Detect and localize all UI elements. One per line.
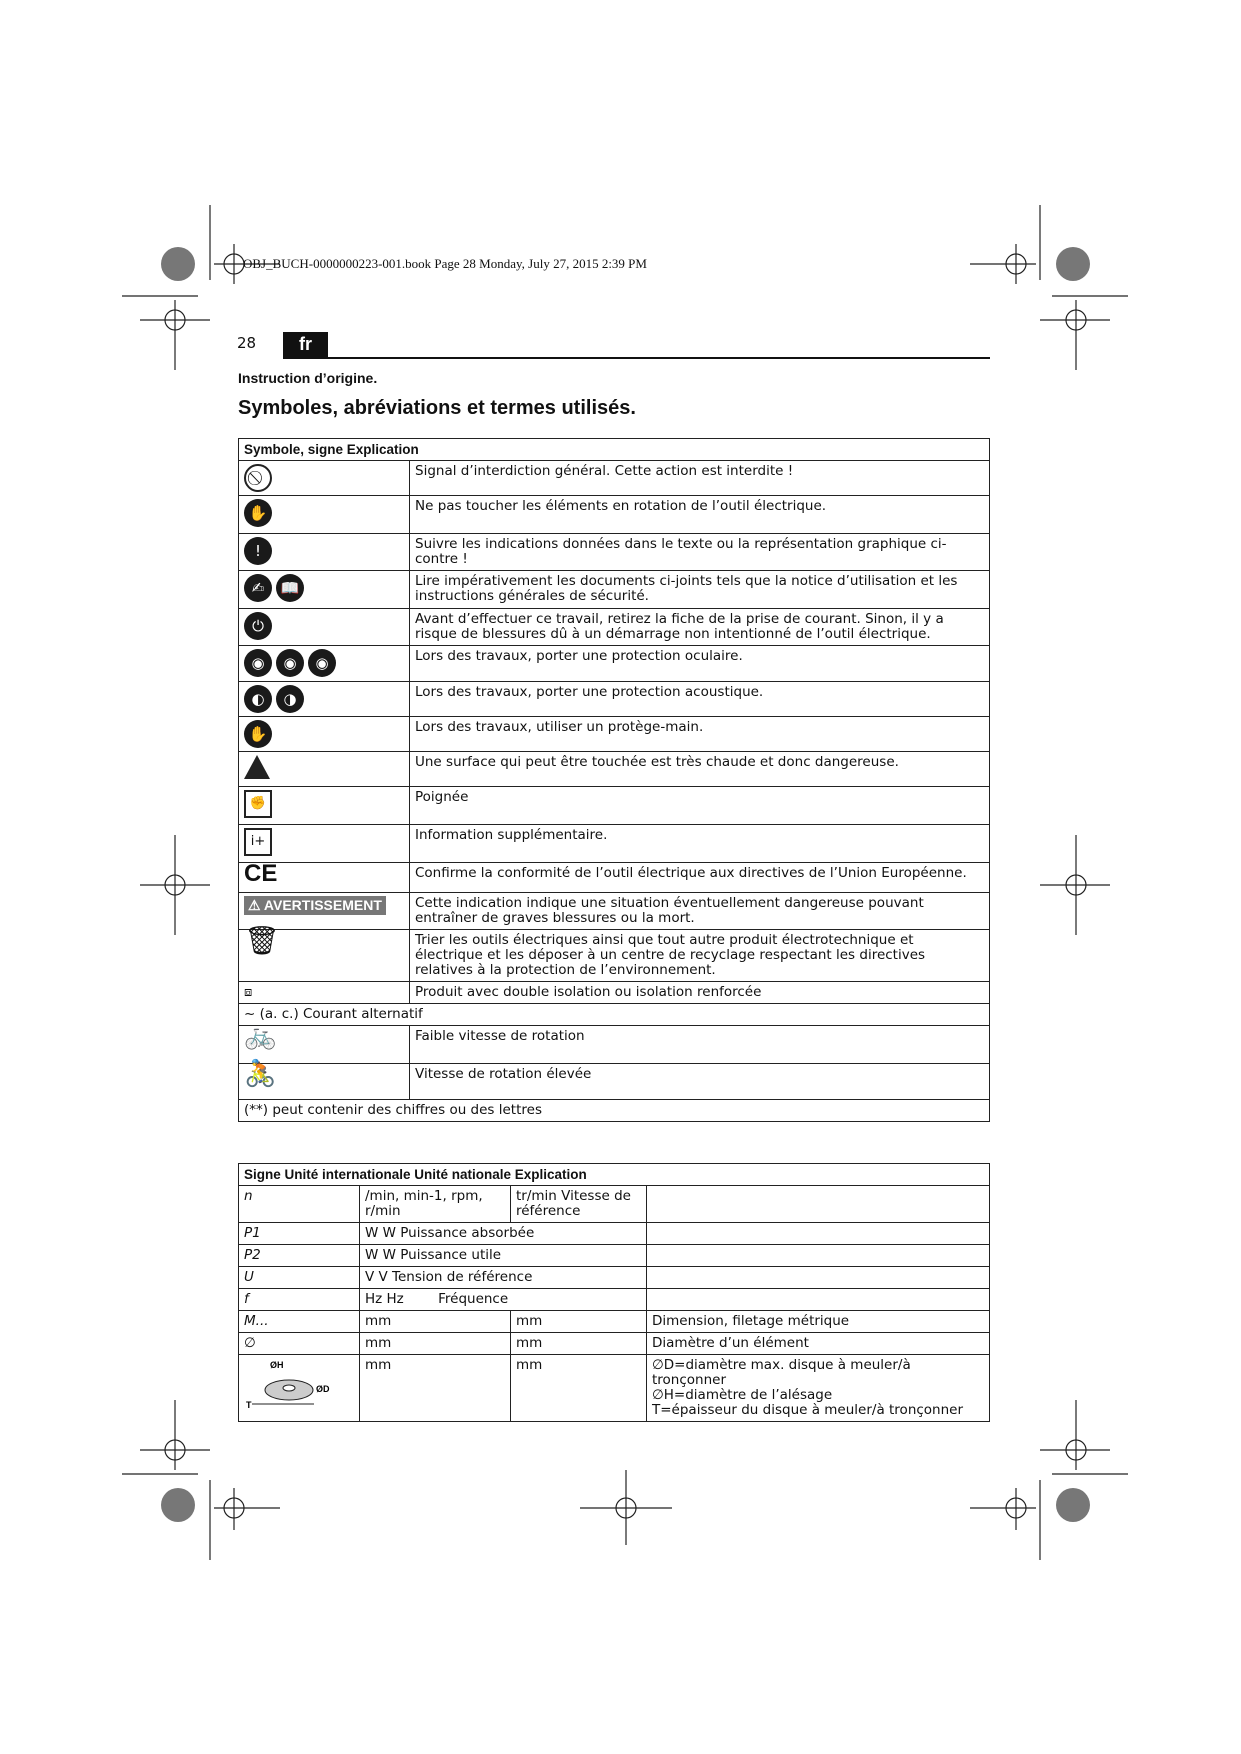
unit-intl: W W Puissance utile bbox=[360, 1245, 647, 1267]
exclamation-icon: ! bbox=[244, 537, 272, 565]
unit-sign: n bbox=[239, 1186, 360, 1223]
page-title: Symboles, abréviations et termes utilisés. bbox=[238, 397, 636, 419]
eye-protection-icon: ◉ bbox=[308, 649, 336, 677]
row-text: Information supplémentaire. bbox=[410, 825, 990, 863]
book-header: OBJ_BUCH-0000000223-001.book Page 28 Monday, July 27, 2015 2:39 PM bbox=[243, 256, 647, 271]
row-text: Faible vitesse de rotation bbox=[410, 1026, 990, 1064]
row-text: Suivre les indications données dans le texte ou la représentation graphique ci-contre ! bbox=[410, 534, 990, 571]
unit-sign: M... bbox=[239, 1311, 360, 1333]
symbols-table-header: Symbole, signe Explication bbox=[239, 439, 990, 461]
svg-text:ØH: ØH bbox=[270, 1360, 284, 1370]
info-icon: i+ bbox=[244, 828, 272, 856]
warning-label: ⚠ AVERTISSEMENT bbox=[244, 896, 386, 915]
svg-text:ØD: ØD bbox=[316, 1384, 330, 1394]
row-text: Confirme la conformité de l’outil électrique aux directives de l’Union Européenne. bbox=[410, 863, 990, 893]
unit-sign: ∅ bbox=[239, 1333, 360, 1355]
read-manual-icon: ✍ bbox=[244, 574, 272, 602]
row-text: Trier les outils électriques ainsi que tout autre produit électrotechnique et électrique et les déposer à un centre de recyclage respectant les directives relatives à la protection de l’environnement. bbox=[410, 930, 990, 982]
unit-intl: Hz Hz Fréquence bbox=[360, 1289, 647, 1311]
unit-national: mm bbox=[511, 1333, 647, 1355]
unit-national: mm bbox=[511, 1311, 647, 1333]
ear-protection-icon: ◐ bbox=[244, 685, 272, 713]
warning-label-text: AVERTISSEMENT bbox=[263, 897, 382, 913]
header-rule bbox=[283, 357, 990, 359]
disc-dia-text: ∅D=diamètre max. disque à meuler/à tronçonner bbox=[652, 1357, 911, 1388]
slow-bike-icon: 🚲 bbox=[244, 1021, 277, 1051]
unit-explanation bbox=[647, 1355, 990, 1422]
unit-explanation bbox=[647, 1223, 990, 1245]
unit-intl: mm bbox=[360, 1311, 511, 1333]
double-insulation-icon: ⧈ bbox=[244, 985, 253, 1000]
eye-protection-icon: ◉ bbox=[276, 649, 304, 677]
unit-explanation bbox=[647, 1289, 990, 1311]
ear-protection-icon: ◑ bbox=[276, 685, 304, 713]
row-text: Ne pas toucher les éléments en rotation de l’outil électrique. bbox=[410, 496, 990, 534]
language-tab: fr bbox=[283, 332, 328, 357]
row-text: Signal d’interdiction général. Cette action est interdite ! bbox=[410, 461, 990, 496]
row-text: Produit avec double isolation ou isolation renforcée bbox=[410, 982, 990, 1004]
no-touch-rotating-icon: ✋ bbox=[244, 499, 272, 527]
ac-row: ~ (a. c.) Courant alternatif bbox=[239, 1004, 990, 1026]
ce-mark-icon: CE bbox=[244, 860, 278, 887]
symbols-table bbox=[238, 438, 990, 1122]
row-text: Lors des travaux, utiliser un protège-main. bbox=[410, 717, 990, 752]
row-text: Une surface qui peut être touchée est très chaude et donc dangereuse. bbox=[410, 752, 990, 787]
unit-sign: P2 bbox=[239, 1245, 360, 1267]
handle-icon: ✊ bbox=[244, 790, 272, 818]
unit-intl: /min, min-1, rpm, r/min bbox=[360, 1186, 511, 1223]
row-text: Lors des travaux, porter une protection acoustique. bbox=[410, 682, 990, 717]
unit-sign: U bbox=[239, 1267, 360, 1289]
unit-intl: mm bbox=[360, 1355, 511, 1422]
page-number: 28 bbox=[237, 334, 257, 352]
fast-bike-icon: 🚴 bbox=[244, 1059, 277, 1089]
unit-national: tr/min Vitesse de référence bbox=[511, 1186, 647, 1223]
units-table-header: Signe Unité internationale Unité nationale Explication bbox=[239, 1164, 990, 1186]
row-text: Poignée bbox=[410, 787, 990, 825]
row-text: Cette indication indique une situation éventuellement dangereuse pouvant entraîner de graves blessures ou la mort. bbox=[410, 893, 990, 930]
row-text: Avant d’effectuer ce travail, retirez la fiche de la prise de courant. Sinon, il y a risque de blessures dû à un démarrage non intentionné de l’outil électrique. bbox=[410, 609, 990, 646]
unit-explanation bbox=[647, 1245, 990, 1267]
svg-text:T: T bbox=[246, 1400, 252, 1410]
row-text: Lors des travaux, porter une protection oculaire. bbox=[410, 646, 990, 682]
subtitle: Instruction d’origine. bbox=[238, 370, 378, 386]
row-text: Vitesse de rotation élevée bbox=[410, 1064, 990, 1100]
unit-national: mm bbox=[511, 1355, 647, 1422]
glove-icon: ✋ bbox=[244, 720, 272, 748]
prohibition-icon bbox=[244, 464, 272, 492]
unit-explanation bbox=[647, 1267, 990, 1289]
eye-protection-icon: ◉ bbox=[244, 649, 272, 677]
unit-intl: mm bbox=[360, 1333, 511, 1355]
row-text: Lire impérativement les documents ci-joints tels que la notice d’utilisation et les instructions générales de sécurité. bbox=[410, 571, 990, 609]
unit-explanation bbox=[647, 1186, 990, 1223]
unit-sign: P1 bbox=[239, 1223, 360, 1245]
unit-sign: f bbox=[239, 1289, 360, 1311]
book-icon: 📖 bbox=[276, 574, 304, 602]
unit-explanation: Dimension, filetage métrique bbox=[647, 1311, 990, 1333]
hot-surface-icon bbox=[244, 755, 270, 779]
unplug-icon: ⏻ bbox=[244, 612, 272, 640]
unit-intl: V V Tension de référence bbox=[360, 1267, 647, 1289]
thickness-text: T=épaisseur du disque à meuler/à tronçonner bbox=[652, 1402, 964, 1418]
footnote-row: (**) peut contenir des chiffres ou des lettres bbox=[239, 1100, 990, 1122]
unit-intl: W W Puissance absorbée bbox=[360, 1223, 647, 1245]
unit-explanation: Diamètre d’un élément bbox=[647, 1333, 990, 1355]
weee-bin-icon: 🗑 bbox=[244, 924, 280, 957]
bore-dia-text: ∅H=diamètre de l’alésage bbox=[652, 1387, 833, 1403]
disc-diagram-icon bbox=[239, 1355, 360, 1422]
units-table bbox=[238, 1163, 990, 1422]
